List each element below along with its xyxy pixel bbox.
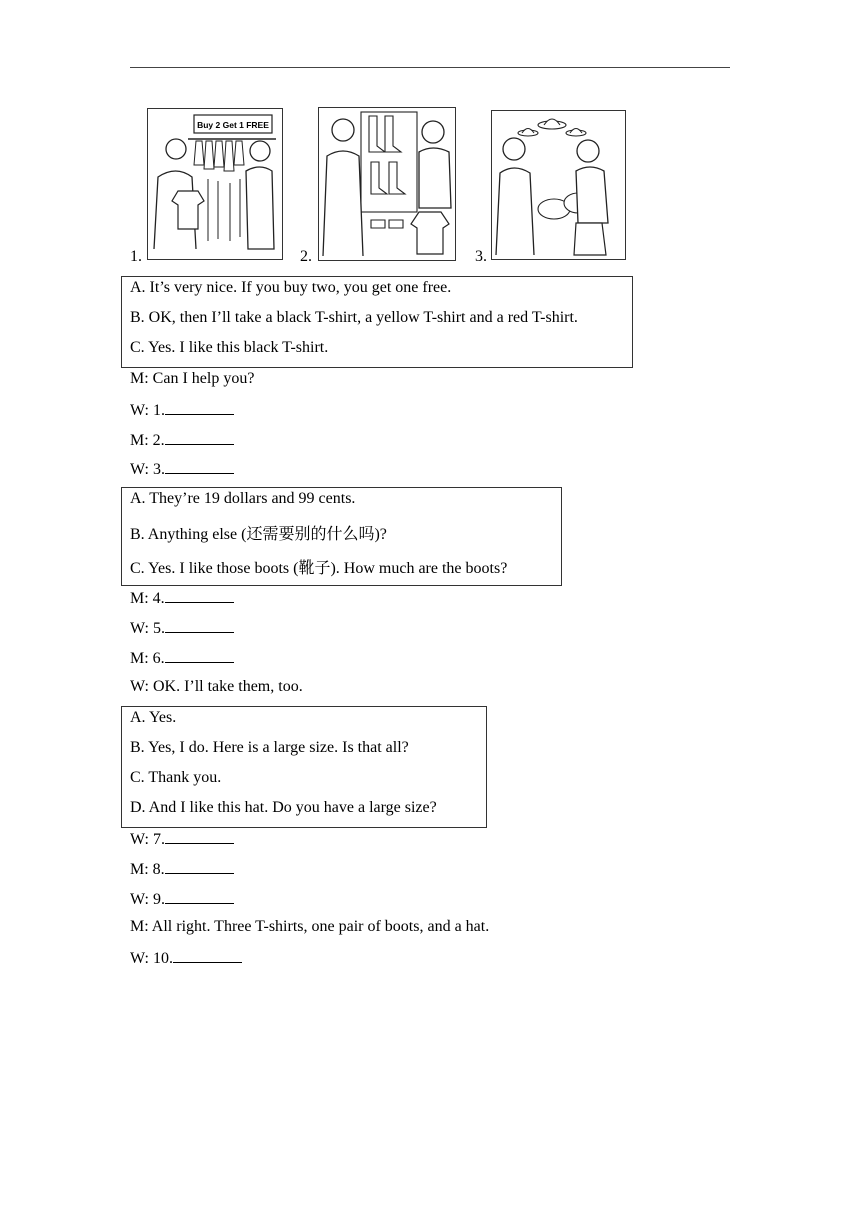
- picture-2-number: 2.: [300, 248, 312, 265]
- picture-1-tshirt-shop: [147, 108, 283, 260]
- dialog-line-blank-1: W: 1.: [130, 400, 234, 420]
- dialog-line: W: OK. I’ll take them, too.: [130, 678, 303, 695]
- dialog-line-blank-4: M: 4.: [130, 588, 234, 608]
- picture-3-hat-shop: [491, 110, 626, 260]
- answer-blank-4[interactable]: [165, 588, 234, 603]
- dialog-line-blank-7: W: 7.: [130, 829, 234, 849]
- header-rule: [130, 67, 730, 68]
- dialog-line-blank-8: M: 8.: [130, 859, 234, 879]
- options-box-2: [121, 487, 562, 586]
- dialog-line-blank-9: W: 9.: [130, 889, 234, 909]
- answer-blank-5[interactable]: [165, 618, 234, 633]
- sign-text: Buy 2 Get 1 FREE: [197, 120, 269, 130]
- options-box-1: [121, 276, 633, 368]
- dialog-line-blank-3: W: 3.: [130, 459, 234, 479]
- dialog-line-blank-6: M: 6.: [130, 648, 234, 668]
- answer-blank-2[interactable]: [165, 430, 234, 445]
- dialog-line: M: All right. Three T-shirts, one pair of boots, and a hat.: [130, 918, 490, 935]
- option-C: C. Yes. I like those boots (靴子). How much are the boots?: [130, 560, 508, 577]
- dialog-line: M: Can I help you?: [130, 370, 255, 387]
- answer-blank-10[interactable]: [173, 948, 242, 963]
- dialog-line-blank-2: M: 2.: [130, 430, 234, 450]
- dialog-line-blank-5: W: 5.: [130, 618, 234, 638]
- answer-blank-8[interactable]: [165, 859, 234, 874]
- option-A: A. It’s very nice. If you buy two, you get one free.: [130, 279, 452, 296]
- answer-blank-3[interactable]: [165, 459, 234, 474]
- option-C: C. Yes. I like this black T-shirt.: [130, 339, 329, 356]
- option-A: A. They’re 19 dollars and 99 cents.: [130, 490, 356, 507]
- picture-3-number: 3.: [475, 248, 487, 265]
- answer-blank-6[interactable]: [165, 648, 234, 663]
- option-D: D. And I like this hat. Do you have a large size?: [130, 799, 437, 816]
- answer-blank-1[interactable]: [165, 400, 234, 415]
- option-A: A. Yes.: [130, 709, 177, 726]
- answer-blank-7[interactable]: [165, 829, 234, 844]
- option-B: B. Anything else (还需要别的什么吗)?: [130, 526, 387, 543]
- answer-blank-9[interactable]: [165, 889, 234, 904]
- options-box-3: [121, 706, 487, 828]
- option-C: C. Thank you.: [130, 769, 222, 786]
- picture-1-number: 1.: [130, 248, 142, 265]
- dialog-line-blank-10: W: 10.: [130, 948, 242, 968]
- picture-2-boots-shop: [318, 107, 456, 261]
- option-B: B. Yes, I do. Here is a large size. Is that all?: [130, 739, 409, 756]
- option-B: B. OK, then I’ll take a black T-shirt, a yellow T-shirt and a red T-shirt.: [130, 309, 578, 326]
